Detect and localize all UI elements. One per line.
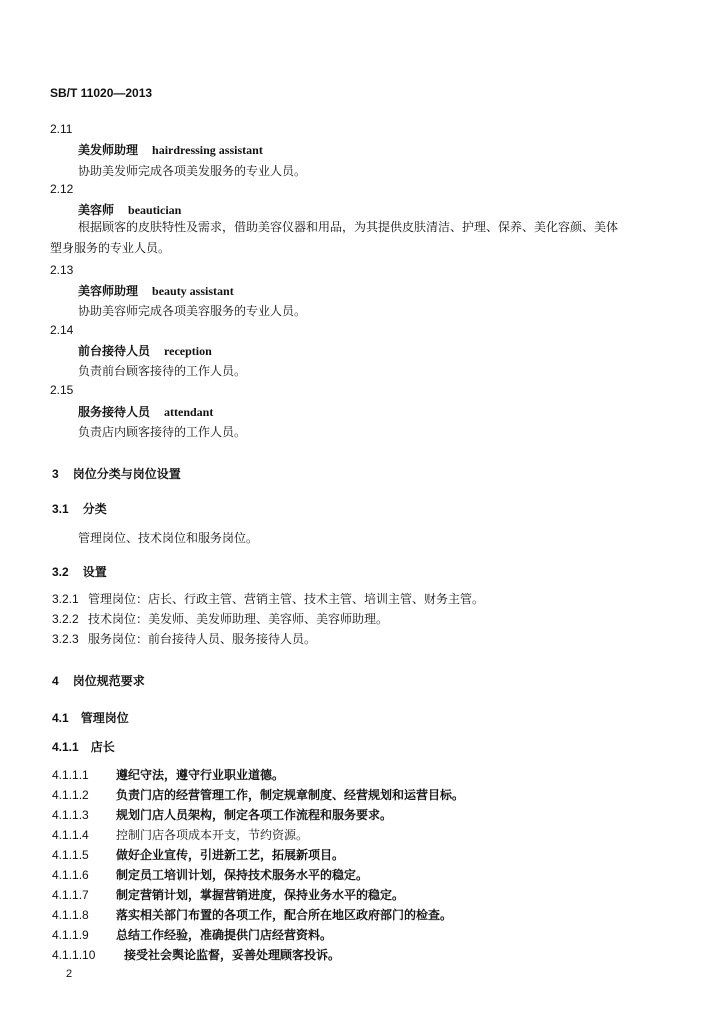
term-definition: 负责前台顾客接待的工作人员。 — [78, 364, 247, 378]
term-cn: 美发师助理 — [78, 143, 139, 157]
clause-number: 2.13 — [50, 263, 74, 277]
section-number: 3 — [52, 467, 59, 481]
subsection-number: 4.1.1 — [52, 740, 79, 754]
subsection-heading-4-1-1 — [52, 738, 115, 755]
section-heading-4 — [52, 672, 145, 689]
list-item: 3.2.3 服务岗位：前台接待人员、服务接待人员。 — [52, 632, 317, 646]
term-definition: 负责店内顾客接待的工作人员。 — [78, 425, 247, 439]
term-heading — [78, 282, 234, 299]
term-en: beautician — [128, 203, 182, 217]
list-item: 4.1.1.6 制定员工培训计划，保持技术服务水平的稳定。 — [52, 868, 369, 882]
list-item: 4.1.1.2 负责门店的经营管理工作，制定规章制度、经营规划和运营目标。 — [52, 788, 465, 802]
page-number: 2 — [66, 968, 73, 980]
term-definition: 协助美容师完成各项美容服务的专业人员。 — [78, 304, 307, 318]
term-cn: 美容师助理 — [78, 284, 139, 298]
subsection-number: 4.1 — [52, 711, 69, 725]
clause-number: 2.12 — [50, 182, 74, 196]
paragraph: 管理岗位、技术岗位和服务岗位。 — [78, 531, 259, 545]
subsection-number: 3.2 — [52, 565, 69, 579]
term-heading — [78, 201, 181, 218]
term-definition: 协助美发师完成各项美发服务的专业人员。 — [78, 164, 307, 178]
term-en: reception — [164, 344, 212, 358]
term-en: beauty assistant — [152, 284, 234, 298]
subsection-title: 设置 — [82, 565, 107, 579]
section-title: 岗位规范要求 — [72, 674, 145, 688]
term-en: attendant — [164, 405, 214, 419]
section-title: 岗位分类与岗位设置 — [72, 467, 181, 481]
clause-number: 2.15 — [50, 383, 74, 397]
subsection-heading-3-1 — [52, 500, 107, 517]
term-en: hairdressing assistant — [152, 143, 263, 157]
list-item: 4.1.1.7 制定营销计划，掌握营销进度，保持业务水平的稳定。 — [52, 888, 405, 902]
term-heading — [78, 342, 212, 359]
subsection-heading-3-2 — [52, 563, 107, 580]
list-item: 4.1.1.8 落实相关部门布置的各项工作，配合所在地区政府部门的检查。 — [52, 908, 453, 922]
list-item: 3.2.1 管理岗位：店长、行政主管、营销主管、技术主管、培训主管、财务主管。 — [52, 592, 485, 606]
clause-number: 2.11 — [50, 122, 73, 136]
list-item: 4.1.1.5 做好企业宣传，引进新工艺，拓展新项目。 — [52, 848, 345, 862]
term-definition: 根据顾客的皮肤特性及需求，借助美容仪器和用品，为其提供皮肤清洁、护理、保养、美化容颜、美体塑身服务的专业人员。 — [50, 220, 619, 255]
term-cn: 美容师 — [78, 203, 115, 217]
subsection-title: 店长 — [90, 740, 115, 754]
term-heading — [78, 403, 213, 420]
subsection-title: 管理岗位 — [80, 711, 129, 725]
list-item: 3.2.2 技术岗位：美发师、美发师助理、美容师、美容师助理。 — [52, 612, 389, 626]
section-number: 4 — [52, 674, 59, 688]
subsection-title: 分类 — [82, 502, 107, 516]
term-cn: 服务接待人员 — [78, 405, 151, 419]
subsection-number: 3.1 — [52, 502, 69, 516]
standard-code: SB/T 11020—2013 — [50, 86, 153, 100]
subsection-heading-4-1 — [52, 709, 129, 726]
term-cn: 前台接待人员 — [78, 344, 151, 358]
section-heading-3 — [52, 465, 181, 482]
list-item: 4.1.1.4 控制门店各项成本开支，节约资源。 — [52, 828, 309, 842]
list-item: 4.1.1.1 遵纪守法，遵守行业职业道德。 — [52, 768, 285, 782]
clause-number: 2.14 — [50, 323, 74, 337]
list-item: 4.1.1.10 接受社会舆论监督，妥善处理顾客投诉。 — [52, 948, 341, 962]
list-item: 4.1.1.3 规划门店人员架构，制定各项工作流程和服务要求。 — [52, 808, 393, 822]
term-heading — [78, 141, 263, 158]
list-item: 4.1.1.9 总结工作经验，准确提供门店经营资料。 — [52, 928, 333, 942]
